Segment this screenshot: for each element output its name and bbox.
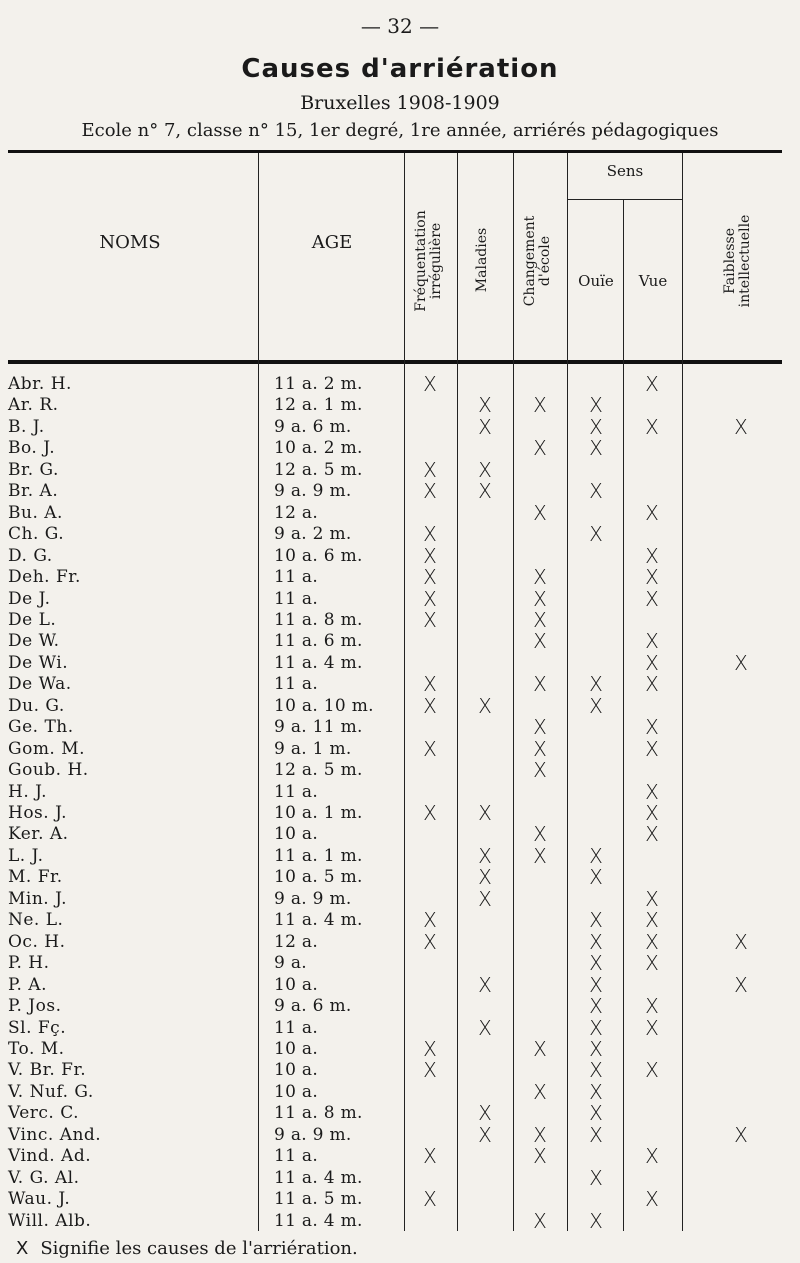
cause-mark: X	[734, 972, 748, 997]
header-frequentation	[414, 181, 448, 341]
student-name: De L.	[8, 609, 57, 630]
student-age: 11 a. 8 m.	[274, 609, 363, 630]
cause-mark: X	[589, 1079, 603, 1104]
student-name: Br. A.	[8, 481, 59, 502]
cause-mark: X	[423, 522, 437, 547]
student-name: Ker. A.	[8, 824, 69, 845]
table-row	[0, 436, 800, 461]
cause-mark: X	[533, 1122, 547, 1147]
cause-mark: X	[589, 994, 603, 1019]
student-name: V. Nuf. G.	[8, 1081, 94, 1102]
student-name: Sl. Fç.	[8, 1017, 67, 1038]
student-age: 11 a. 4 m.	[274, 1210, 363, 1231]
header-ouie: Ouïe	[578, 272, 614, 290]
cause-mark: X	[645, 629, 659, 654]
table-row	[0, 758, 800, 783]
cause-mark: X	[423, 1144, 437, 1169]
header-faiblesse-line2: intellectuelle	[737, 214, 753, 308]
table-row	[0, 672, 800, 697]
table-row	[0, 736, 800, 761]
cause-mark: X	[423, 801, 437, 825]
cause-mark: X	[645, 672, 659, 697]
student-name: Hos. J.	[8, 803, 67, 823]
cause-mark: X	[645, 565, 659, 590]
cause-mark: X	[533, 436, 547, 461]
cause-mark: X	[478, 393, 492, 418]
student-name: L. J.	[8, 845, 44, 866]
student-age: 12 a. 1 m.	[274, 395, 363, 416]
table-row	[0, 779, 800, 804]
student-age: 9 a. 9 m.	[274, 1124, 352, 1145]
cause-mark: X	[589, 908, 603, 933]
cause-mark: X	[645, 1144, 659, 1169]
student-name: De Wi.	[8, 652, 69, 673]
student-age: 10 a.	[274, 824, 319, 845]
student-age: 11 a.	[274, 567, 319, 588]
cause-mark: X	[423, 929, 437, 954]
table-row	[0, 822, 800, 847]
cause-mark: X	[645, 372, 659, 396]
table-row	[0, 1079, 800, 1104]
cause-mark: X	[589, 479, 603, 504]
student-age: 11 a. 6 m.	[274, 631, 363, 652]
cause-mark: X	[533, 565, 547, 590]
cause-mark: X	[589, 1036, 603, 1061]
table-row	[0, 650, 800, 675]
student-name: Ge. Th.	[8, 717, 74, 738]
cause-mark: X	[423, 672, 437, 697]
table-row	[0, 457, 800, 482]
student-age: 10 a. 10 m.	[274, 695, 374, 716]
header-changement-line2: d'école	[537, 235, 553, 287]
student-name: B. J.	[8, 416, 45, 437]
table-row	[0, 994, 800, 1019]
table-row	[0, 1036, 800, 1061]
student-age: 9 a. 6 m.	[274, 416, 352, 437]
student-name: Goub. H.	[8, 760, 89, 781]
page-number: — 32 —	[360, 14, 440, 38]
cause-mark: X	[645, 801, 659, 825]
table-row	[0, 908, 800, 933]
footnote-text: Signifie les causes de l'arriération.	[40, 1238, 358, 1259]
student-age: 10 a. 1 m.	[274, 803, 363, 823]
table-row	[0, 801, 800, 825]
sens-divider	[568, 199, 682, 200]
student-name: Ar. R.	[8, 395, 59, 416]
table-row	[0, 1101, 800, 1126]
student-name: Br. G.	[8, 459, 59, 480]
cause-mark: X	[589, 693, 603, 718]
student-age: 10 a.	[274, 1038, 319, 1059]
student-name: D. G.	[8, 545, 53, 566]
table-row	[0, 565, 800, 590]
header-frequentation-line2: irrégulière	[428, 222, 444, 300]
cause-mark: X	[645, 650, 659, 675]
cause-mark: X	[645, 586, 659, 611]
header-changement	[523, 181, 557, 341]
cause-mark: X	[645, 929, 659, 954]
student-name: Min. J.	[8, 888, 67, 909]
cause-mark: X	[423, 1036, 437, 1061]
student-name: To. M.	[8, 1038, 65, 1059]
student-age: 9 a. 11 m.	[274, 717, 363, 738]
cause-mark: X	[478, 1015, 492, 1040]
student-age: 10 a.	[274, 1081, 319, 1102]
cause-mark: X	[533, 715, 547, 740]
cause-mark: X	[645, 736, 659, 761]
cause-mark: X	[478, 865, 492, 890]
cause-mark: X	[589, 972, 603, 997]
cause-mark: X	[645, 822, 659, 847]
student-age: 9 a. 9 m.	[274, 888, 352, 909]
student-age: 10 a. 2 m.	[274, 438, 363, 459]
cause-mark: X	[533, 1144, 547, 1169]
student-name: H. J.	[8, 781, 48, 802]
table-row	[0, 586, 800, 611]
student-age: 11 a. 8 m.	[274, 1103, 363, 1124]
table-row	[0, 1208, 800, 1233]
table-row	[0, 479, 800, 504]
student-age: 11 a. 5 m.	[274, 1189, 363, 1210]
cause-mark: X	[589, 951, 603, 976]
student-name: De J.	[8, 588, 51, 609]
header-faiblesse	[723, 181, 757, 341]
student-name: Vinc. And.	[8, 1124, 102, 1145]
cause-mark: X	[645, 500, 659, 525]
student-age: 12 a.	[274, 931, 319, 952]
student-age: 9 a. 1 m.	[274, 738, 352, 759]
cause-mark: X	[533, 1208, 547, 1233]
cause-mark: X	[478, 1101, 492, 1126]
cause-mark: X	[533, 822, 547, 847]
student-name: Deh. Fr.	[8, 567, 81, 588]
cause-mark: X	[645, 715, 659, 740]
cause-mark: X	[478, 479, 492, 504]
student-age: 9 a. 2 m.	[274, 524, 352, 545]
student-name: Oc. H.	[8, 931, 66, 952]
table-row	[0, 500, 800, 525]
cause-mark: X	[423, 479, 437, 504]
cause-mark: X	[423, 586, 437, 611]
page-title: Causes d'arriération	[241, 54, 559, 84]
student-age: 10 a.	[274, 1060, 319, 1081]
table-row	[0, 1144, 800, 1169]
table-row	[0, 972, 800, 997]
table-row	[0, 951, 800, 976]
cause-mark: X	[645, 1187, 659, 1212]
student-age: 12 a. 5 m.	[274, 459, 363, 480]
cause-mark: X	[734, 1122, 748, 1147]
student-name: Wau. J.	[8, 1189, 71, 1210]
student-name: P. Jos.	[8, 996, 62, 1017]
cause-mark: X	[533, 672, 547, 697]
table-row	[0, 607, 800, 632]
table-row	[0, 1122, 800, 1147]
student-age: 10 a.	[274, 974, 319, 995]
student-name: De W.	[8, 631, 60, 652]
cause-mark: X	[423, 372, 437, 396]
header-top-rule	[8, 150, 782, 153]
header-sens: Sens	[606, 162, 644, 180]
header-frequentation-line1: Fréquentation	[413, 210, 429, 312]
student-age: 11 a. 4 m.	[274, 1167, 363, 1188]
subtitle: Bruxelles 1908-1909	[300, 92, 500, 114]
cause-mark: X	[645, 779, 659, 804]
cause-mark: X	[589, 929, 603, 954]
student-name: Bo. J.	[8, 438, 56, 459]
student-name: P. H.	[8, 953, 50, 974]
student-name: Ne. L.	[8, 910, 64, 931]
student-name: De Wa.	[8, 674, 72, 695]
student-age: 10 a. 5 m.	[274, 867, 363, 888]
cause-mark: X	[734, 929, 748, 954]
student-age: 11 a.	[274, 1017, 319, 1038]
cause-mark: X	[589, 436, 603, 461]
header-bottom-rule	[8, 360, 782, 364]
student-age: 11 a.	[274, 674, 319, 695]
student-age: 11 a. 2 m.	[274, 374, 363, 394]
header-faiblesse-line1: Faiblesse	[722, 228, 738, 294]
student-name: M. Fr.	[8, 867, 63, 888]
student-age: 12 a. 5 m.	[274, 760, 363, 781]
cause-mark: X	[478, 972, 492, 997]
cause-mark: X	[533, 586, 547, 611]
cause-mark: X	[533, 607, 547, 632]
footnote-symbol: X	[16, 1238, 29, 1259]
school-line: Ecole n° 7, classe n° 15, 1er degré, 1re année, arriérés pédagogiques	[81, 120, 719, 141]
cause-mark: X	[423, 693, 437, 718]
student-age: 9 a. 6 m.	[274, 996, 352, 1017]
header-noms: NOMS	[99, 232, 161, 253]
cause-mark: X	[533, 1036, 547, 1061]
footnote	[16, 1238, 358, 1259]
cause-mark: X	[589, 1122, 603, 1147]
cause-mark: X	[533, 843, 547, 868]
student-name: Will. Alb.	[8, 1210, 92, 1231]
student-name: Gom. M.	[8, 738, 86, 759]
cause-mark: X	[478, 801, 492, 825]
cause-mark: X	[589, 672, 603, 697]
student-age: 11 a. 4 m.	[274, 910, 363, 931]
cause-mark: X	[533, 629, 547, 654]
student-age: 9 a.	[274, 953, 307, 974]
student-name: Verc. C.	[8, 1103, 80, 1124]
table-row	[0, 715, 800, 740]
cause-mark: X	[645, 1058, 659, 1083]
student-name: Bu. A.	[8, 502, 63, 523]
table-row	[0, 1015, 800, 1040]
cause-mark: X	[589, 393, 603, 418]
student-age: 9 a. 9 m.	[274, 481, 352, 502]
cause-mark: X	[478, 886, 492, 911]
cause-mark: X	[478, 1122, 492, 1147]
cause-mark: X	[734, 414, 748, 439]
cause-mark: X	[645, 886, 659, 911]
cause-mark: X	[423, 457, 437, 482]
cause-mark: X	[423, 1058, 437, 1083]
student-name: V. G. Al.	[8, 1167, 80, 1188]
cause-mark: X	[533, 758, 547, 783]
student-age: 11 a. 1 m.	[274, 845, 363, 866]
cause-mark: X	[589, 1058, 603, 1083]
cause-mark: X	[533, 736, 547, 761]
table-row	[0, 1187, 800, 1212]
table-row	[0, 1058, 800, 1083]
cause-mark: X	[533, 393, 547, 418]
student-age: 11 a.	[274, 588, 319, 609]
cause-mark: X	[478, 414, 492, 439]
cause-mark: X	[645, 908, 659, 933]
header-changement-line1: Changement	[522, 215, 538, 307]
cause-mark: X	[478, 693, 492, 718]
cause-mark: X	[645, 994, 659, 1019]
cause-mark: X	[589, 865, 603, 890]
table-row	[0, 372, 800, 396]
cause-mark: X	[734, 650, 748, 675]
table-row	[0, 929, 800, 954]
header-vue: Vue	[638, 272, 668, 290]
cause-mark: X	[589, 1208, 603, 1233]
table-row	[0, 393, 800, 418]
student-age: 11 a.	[274, 1146, 319, 1167]
table-row	[0, 522, 800, 547]
cause-mark: X	[589, 1165, 603, 1190]
cause-mark: X	[589, 1101, 603, 1126]
cause-mark: X	[423, 908, 437, 933]
table-row	[0, 843, 800, 868]
cause-mark: X	[645, 951, 659, 976]
cause-mark: X	[645, 543, 659, 568]
cause-mark: X	[533, 500, 547, 525]
student-name: Ch. G.	[8, 524, 65, 545]
student-age: 11 a.	[274, 781, 319, 802]
cause-mark: X	[478, 457, 492, 482]
cause-mark: X	[423, 543, 437, 568]
student-name: Du. G.	[8, 695, 65, 716]
table-row	[0, 629, 800, 654]
cause-mark: X	[589, 414, 603, 439]
table-row	[0, 886, 800, 911]
header-maladies: Maladies	[474, 227, 490, 293]
student-name: P. A.	[8, 974, 47, 995]
header-age: AGE	[311, 232, 353, 253]
cause-mark: X	[423, 565, 437, 590]
cause-mark: X	[589, 1015, 603, 1040]
student-age: 11 a. 4 m.	[274, 652, 363, 673]
table-row	[0, 543, 800, 568]
student-name: V. Br. Fr.	[8, 1060, 87, 1081]
table-row	[0, 1165, 800, 1190]
cause-mark: X	[589, 522, 603, 547]
table-row	[0, 693, 800, 718]
cause-mark: X	[423, 1187, 437, 1212]
student-name: Abr. H.	[8, 374, 72, 394]
table-row	[0, 865, 800, 890]
cause-mark: X	[478, 843, 492, 868]
cause-mark: X	[423, 607, 437, 632]
student-age: 10 a. 6 m.	[274, 545, 363, 566]
table-row	[0, 414, 800, 439]
cause-mark: X	[533, 1079, 547, 1104]
cause-mark: X	[423, 736, 437, 761]
cause-mark: X	[645, 1015, 659, 1040]
student-name: Vind. Ad.	[8, 1146, 92, 1167]
student-age: 12 a.	[274, 502, 319, 523]
cause-mark: X	[645, 414, 659, 439]
cause-mark: X	[589, 843, 603, 868]
